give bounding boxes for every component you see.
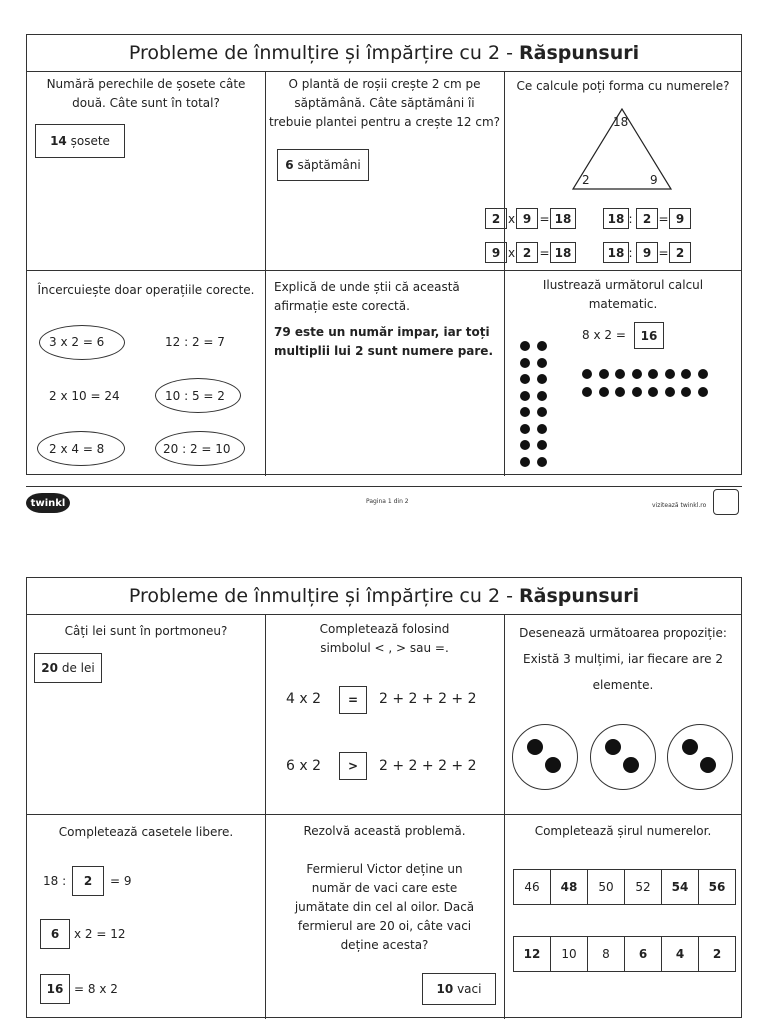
answer-box (634, 322, 664, 349)
fill-box (72, 866, 104, 896)
operation-1: 3 x 2 = 6 (49, 335, 105, 349)
symbol-box (339, 752, 367, 780)
array-dot (582, 387, 592, 397)
question-line: Există 3 mulțimi, iar fiecare are 2 (523, 652, 723, 666)
question-5-text (265, 822, 504, 841)
equation-a-left: 18 : (43, 874, 67, 888)
worksheet-page-1 (26, 34, 742, 475)
set-element (545, 757, 561, 773)
array-dot (520, 391, 530, 401)
sequence-cell: 48 (550, 869, 588, 905)
problem-line: număr de vaci care este (311, 881, 458, 895)
array-dot (520, 358, 530, 368)
answer-number: 10 (436, 982, 454, 996)
equation-c-right: = 8 x 2 (74, 982, 118, 996)
question-line: Explică de unde știi că această (274, 280, 460, 294)
operation-4: 10 : 5 = 2 (165, 389, 225, 403)
compare-left-1: 4 x 2 (286, 691, 321, 707)
operation-2: 12 : 2 = 7 (165, 335, 225, 349)
question-line: Completează casetele libere. (58, 825, 234, 839)
set-element (700, 757, 716, 773)
question-line: Câți lei sunt în portmoneu? (64, 624, 228, 638)
array-dot (520, 407, 530, 417)
fact-operator: : (628, 245, 633, 260)
equation-a-right: = 9 (110, 874, 132, 888)
fact-number-box: 18 (550, 208, 576, 229)
array-dot (537, 407, 547, 417)
answer-line: 79 este un număr impar, iar toți (274, 325, 490, 339)
question-line: matematic. (588, 297, 658, 311)
sequence-cell: 46 (513, 869, 551, 905)
operation-5: 2 x 4 = 8 (49, 442, 105, 456)
title-bold: Răspunsuri (519, 585, 640, 607)
answer-number: 16 (640, 328, 658, 343)
divider (27, 814, 741, 815)
page-number: Pagina 1 din 2 (366, 498, 409, 505)
fact-number-box: 9 (516, 208, 538, 229)
question-line: afirmație este corectă. (274, 299, 410, 313)
fact-number-box: 18 (603, 208, 629, 229)
question-line: elemente. (592, 678, 654, 692)
set-element (623, 757, 639, 773)
array-dot (537, 374, 547, 384)
answer-unit: săptămâni (297, 158, 361, 172)
question-1-text (27, 622, 265, 641)
sequence-cell: 4 (661, 936, 699, 972)
fact-number-box: 18 (550, 242, 576, 263)
answer-box (422, 973, 496, 1005)
fact-number-box: 2 (516, 242, 538, 263)
divider (504, 71, 505, 476)
set-circle (590, 724, 656, 790)
array-dot (537, 424, 547, 434)
compare-left-2: 6 x 2 (286, 758, 321, 774)
array-dot (520, 341, 530, 351)
array-dot (537, 341, 547, 351)
fact-operator: x (507, 211, 516, 226)
footer-rule (26, 486, 742, 487)
question-6-text (504, 276, 742, 314)
array-dot (615, 369, 625, 379)
answer-number: 14 (50, 134, 67, 148)
question-2-text (265, 620, 504, 658)
symbol: = (347, 693, 359, 707)
question-line: Completează șirul numerelor. (534, 824, 712, 838)
array-dot (698, 387, 708, 397)
question-line: două. Câte sunt în total? (72, 96, 220, 110)
answer-unit: șosete (70, 134, 110, 148)
array-dot (582, 369, 592, 379)
array-dot (665, 387, 675, 397)
triangle-right: 9 (650, 173, 658, 187)
title-text: Probleme de înmulțire și împărțire cu 2 - (128, 585, 513, 607)
fact-number-box: 9 (669, 208, 691, 229)
fill-box (40, 919, 70, 949)
set-element (605, 739, 621, 755)
divider (27, 270, 741, 271)
page-title (27, 578, 741, 615)
array-dot (537, 391, 547, 401)
box-value: 2 (83, 874, 93, 888)
array-dot (648, 369, 658, 379)
array-dot (632, 387, 642, 397)
site-link[interactable]: vizitează twinkl.ro (652, 502, 707, 509)
equation-b-right: x 2 = 12 (74, 927, 126, 941)
calc-expression: 8 x 2 = (582, 328, 626, 342)
sequence-cell: 8 (587, 936, 625, 972)
fact-operator: = (539, 245, 550, 260)
sequence-cell: 50 (587, 869, 625, 905)
triangle-top: 18 (613, 115, 629, 129)
operation-6: 20 : 2 = 10 (163, 442, 231, 456)
sequence-cell: 10 (550, 936, 588, 972)
problem-line: fermierul are 20 oi, câte vaci (297, 919, 472, 933)
array-dot (665, 369, 675, 379)
question-3-text (504, 620, 742, 698)
question-3-text (504, 77, 742, 96)
triangle-left: 2 (582, 173, 590, 187)
question-line: Completează folosind (319, 622, 450, 636)
fact-number-box: 9 (485, 242, 507, 263)
array-dot (599, 387, 609, 397)
array-dot (520, 424, 530, 434)
set-circle (512, 724, 578, 790)
problem-line: jumătate din cel al oilor. Dacă (294, 900, 475, 914)
operation-3: 2 x 10 = 24 (49, 389, 120, 403)
sequence-cell: 12 (513, 936, 551, 972)
fact-number-box: 2 (485, 208, 507, 229)
array-dot (520, 374, 530, 384)
question-1-text (27, 75, 265, 113)
answer-box (277, 149, 369, 181)
fact-operator: x (507, 245, 516, 260)
set-element (682, 739, 698, 755)
sequence-cell: 6 (624, 936, 662, 972)
fact-operator: = (539, 211, 550, 226)
sequence-cell: 56 (698, 869, 736, 905)
answer-unit: vaci (457, 982, 482, 996)
array-dot (537, 457, 547, 467)
array-dot (537, 358, 547, 368)
question-line: Ilustrează următorul calcul (542, 278, 704, 292)
box-value: 6 (50, 927, 60, 941)
question-line: Desenează următoarea propoziție: (519, 626, 727, 640)
logo-text: twinkl (30, 497, 66, 509)
symbol-box (339, 686, 367, 714)
sequence-cell: 52 (624, 869, 662, 905)
question-line: Numără perechile de șosete câte (46, 77, 246, 91)
fact-number-box: 2 (636, 208, 658, 229)
page-title (27, 35, 741, 72)
box-value: 16 (46, 982, 64, 996)
set-element (527, 739, 543, 755)
fact-operator: = (658, 245, 669, 260)
question-line: trebuie plantei pentru a crește 12 cm? (268, 115, 501, 129)
quality-badge-icon (713, 489, 739, 515)
question-line: Încercuiește doar operațiile corecte. (37, 283, 255, 297)
divider (265, 614, 266, 1019)
answer-number: 20 (41, 661, 58, 675)
array-dot (648, 387, 658, 397)
answer-number: 6 (285, 158, 294, 172)
title-bold: Răspunsuri (519, 42, 640, 64)
fact-number-box: 18 (603, 242, 629, 263)
word-problem (265, 860, 504, 955)
question-4-text (27, 823, 265, 842)
array-dot (615, 387, 625, 397)
question-line: simbolul < , > sau =. (320, 641, 449, 655)
question-4-text (27, 281, 265, 300)
sequence-cell: 2 (698, 936, 736, 972)
compare-right-2: 2 + 2 + 2 + 2 (379, 758, 477, 774)
compare-right-1: 2 + 2 + 2 + 2 (379, 691, 477, 707)
fill-box (40, 974, 70, 1004)
problem-line: Fermierul Victor deține un (306, 862, 463, 876)
array-dot (599, 369, 609, 379)
symbol: > (347, 759, 359, 773)
array-dot (520, 440, 530, 450)
question-2-text (265, 75, 504, 132)
array-dot (537, 440, 547, 450)
array-dot (520, 457, 530, 467)
set-circle (667, 724, 733, 790)
fact-number-box: 2 (669, 242, 691, 263)
array-dot (698, 369, 708, 379)
fact-operator: = (658, 211, 669, 226)
question-6-text (504, 822, 742, 841)
array-dot (681, 387, 691, 397)
answer-unit: de lei (61, 661, 95, 675)
array-dot (681, 369, 691, 379)
question-line: Ce calcule poți forma cu numerele? (516, 79, 730, 93)
answer-line: multiplii lui 2 sunt numere pare. (274, 344, 493, 358)
fact-operator: : (628, 211, 633, 226)
twinkl-logo (26, 493, 70, 513)
fact-number-box: 9 (636, 242, 658, 263)
question-line: Rezolvă această problemă. (303, 824, 466, 838)
question-5-text (274, 278, 500, 316)
question-line: săptămână. Câte săptămâni îi (294, 96, 475, 110)
worksheet-page-2 (26, 577, 742, 1018)
problem-line: deține acesta? (340, 938, 429, 952)
sequence-cell: 54 (661, 869, 699, 905)
answer-box (34, 653, 102, 683)
answer-box (35, 124, 125, 158)
answer-explanation (274, 323, 500, 361)
question-line: O plantă de roșii crește 2 cm pe (288, 77, 481, 91)
array-dot (632, 369, 642, 379)
title-text: Probleme de înmulțire și împărțire cu 2 - (128, 42, 513, 64)
